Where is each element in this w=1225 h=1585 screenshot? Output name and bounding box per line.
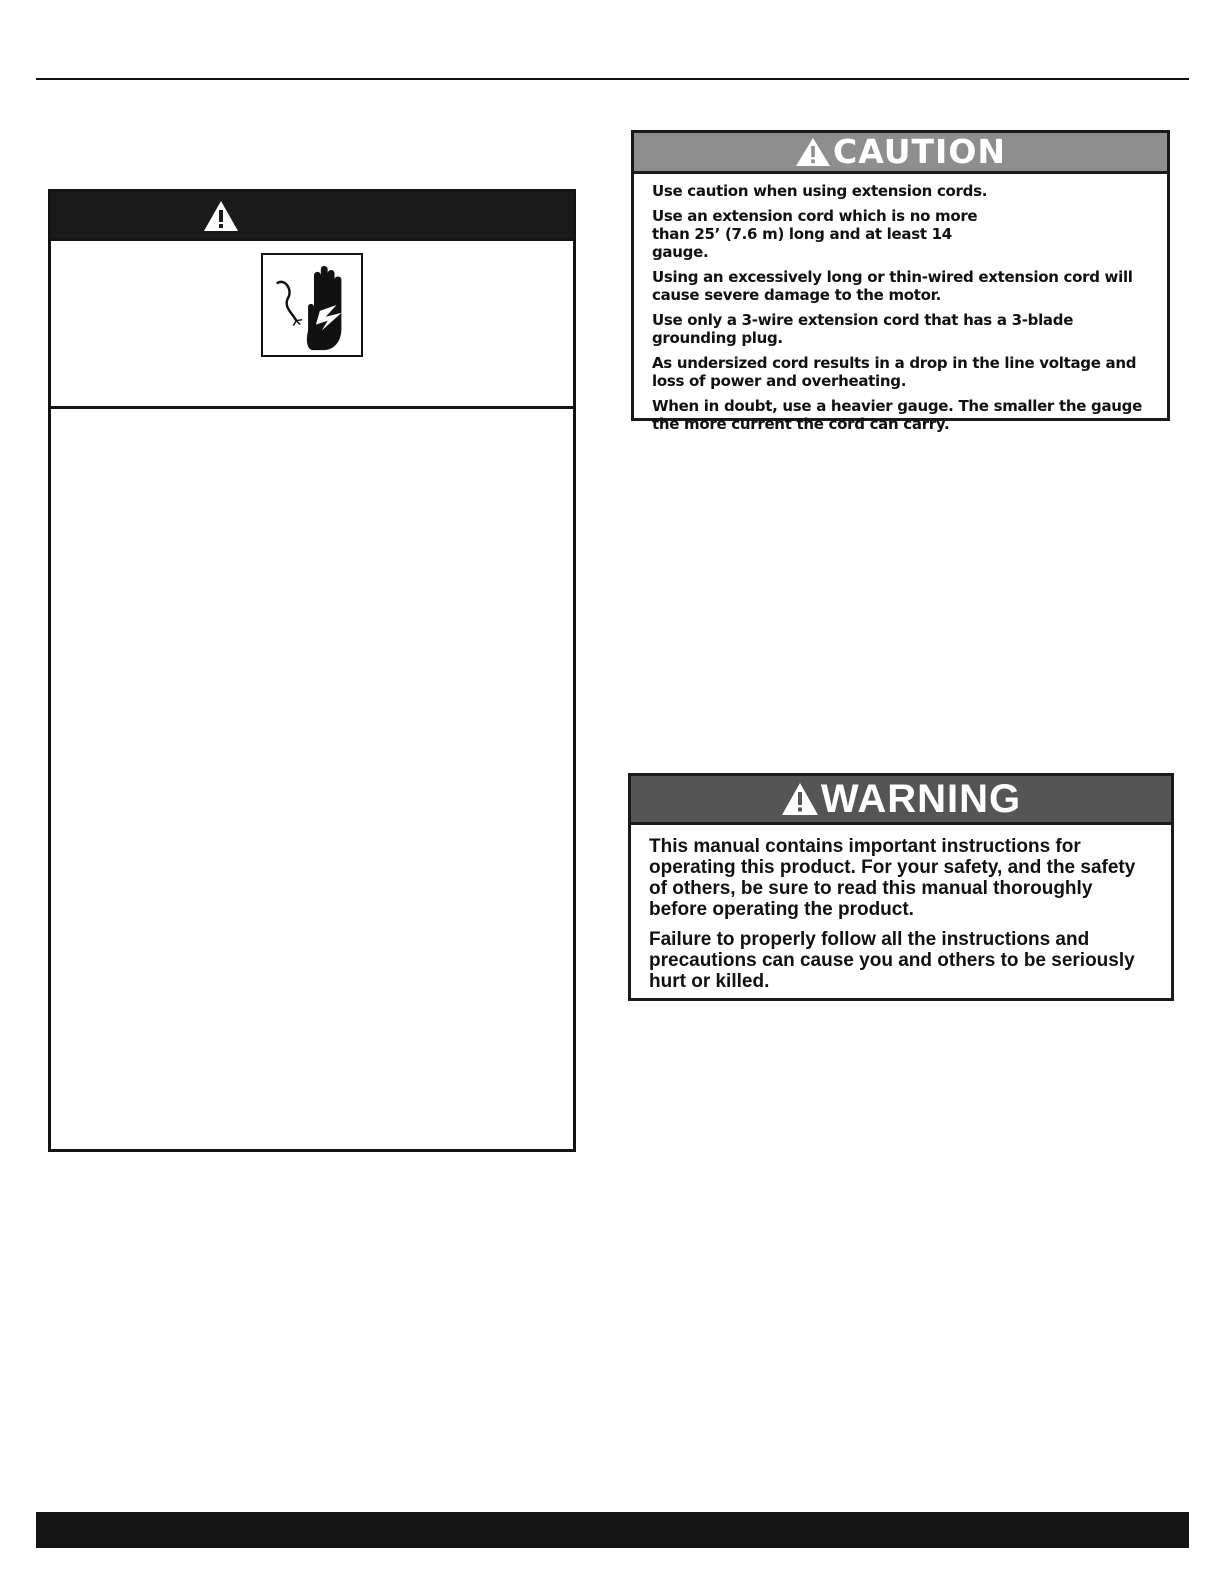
- warning-box: [628, 773, 1174, 1001]
- danger-body: [51, 409, 573, 1149]
- caution-box: [631, 130, 1170, 433]
- footer-bar: [36, 1512, 1189, 1548]
- caution-item: As undersized cord results in a drop in the line voltage and loss of power and overheating.: [652, 354, 1137, 390]
- electric-shock-hand-icon: [261, 253, 363, 357]
- caution-item: When in doubt, use a heavier gauge. The smaller the gauge the more current the cord can carry.: [652, 397, 1142, 433]
- danger-header: [51, 192, 573, 241]
- warning-item: This manual contains important instructions for operating this product. For your safety, and the safety of others, be sure to read this manual thoroughly before operating the product.: [649, 836, 1136, 920]
- danger-panel: [48, 189, 576, 1152]
- caution-item: Use only a 3-wire extension cord that has a 3-blade grounding plug.: [652, 311, 1074, 347]
- alert-triangle-icon: [781, 782, 819, 816]
- warning-item: Failure to properly follow all the instructions and precautions can cause you and others to be seriously hurt or killed.: [649, 929, 1135, 992]
- caution-title: CAUTION: [833, 132, 1006, 171]
- caution-list: [634, 174, 1167, 433]
- warning-title: WARNING: [820, 777, 1022, 821]
- caution-item: Use caution when using extension cords.: [652, 182, 988, 200]
- caution-item: Using an excessively long or thin-wired extension cord will cause severe damage to the motor.: [652, 268, 1133, 304]
- warning-list: [631, 825, 1171, 992]
- danger-symbol-area: [51, 241, 573, 409]
- alert-triangle-icon: [203, 200, 239, 232]
- top-rule: [36, 78, 1189, 80]
- warning-header: [631, 776, 1171, 825]
- caution-header: [634, 133, 1167, 174]
- alert-triangle-icon: [795, 137, 831, 167]
- caution-item: Use an extension cord which is no more than 25’ (7.6 m) long and at least 14 gauge.: [652, 207, 978, 261]
